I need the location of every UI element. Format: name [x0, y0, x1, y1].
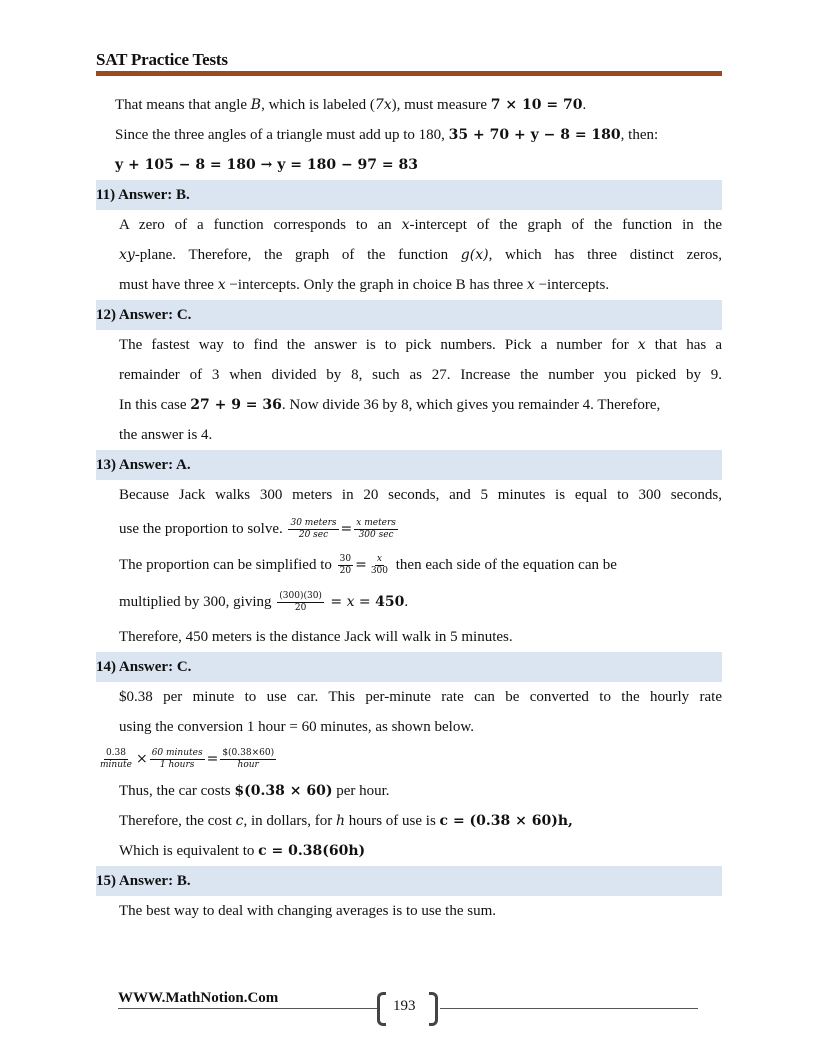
q12-line-3	[96, 390, 722, 420]
q14-line-5	[96, 806, 722, 836]
text: .	[404, 594, 409, 610]
q12-line-4	[96, 420, 722, 450]
text: using the conversion 1 hour = 60 minutes, as shown below.	[119, 719, 474, 735]
denominator: minute	[100, 760, 132, 771]
q11-line-1	[96, 210, 722, 240]
numerator: 60 minutes	[151, 748, 203, 759]
q13-line-4	[96, 582, 722, 622]
text: Which is equivalent to	[119, 843, 259, 859]
math-bold: c = 0.38(60h)	[258, 843, 366, 859]
q13-line-3	[96, 548, 722, 582]
text: , which has three distinct zeros,	[488, 247, 722, 263]
answer-header-13: 13) Answer: A.	[96, 450, 722, 480]
fraction-x-300	[369, 554, 390, 577]
text: multiplied by 300, giving	[119, 594, 276, 610]
math-bold: 35 + 70 + y − 8 = 180	[448, 127, 621, 143]
text: The proportion can be simplified to	[119, 557, 336, 573]
math: h	[335, 813, 345, 829]
text: .	[582, 97, 587, 113]
denominator: 20	[294, 603, 307, 614]
footer-rule-right	[440, 1008, 698, 1009]
text: The best way to deal with changing averages is to use the sum.	[119, 903, 496, 919]
q14-line-1	[96, 682, 722, 712]
text: −intercepts.	[534, 277, 610, 293]
math: x	[217, 277, 226, 293]
right-brace-icon	[429, 992, 438, 1026]
text: Because Jack walks 300 meters in 20 seconds, and 5 minutes is equal to 300 seconds,	[119, 487, 722, 503]
numerator: x meters	[356, 518, 396, 529]
fraction-30m-20s	[288, 518, 338, 541]
cont-line-2	[96, 120, 722, 150]
fraction-xm-300s	[354, 518, 398, 541]
text: per hour.	[332, 783, 390, 799]
math-bold: 7 × 10 = 70	[490, 97, 583, 113]
math-bold: y + 105 − 8 = 180 → y = 180 − 97 = 83	[115, 157, 418, 173]
denominator: 300 sec	[358, 530, 394, 541]
answer-header-15: 15) Answer: B.	[96, 866, 722, 896]
math: = x =	[325, 594, 376, 610]
fraction-300x30-20	[277, 591, 324, 614]
math: 7x	[374, 97, 392, 113]
q13-line-2	[96, 510, 722, 548]
math: =	[355, 557, 367, 573]
fraction-038-minute	[98, 748, 134, 771]
solutions-content	[96, 90, 722, 926]
text: -plane. Therefore, the graph of the function	[134, 247, 461, 263]
q11-line-3	[96, 270, 722, 300]
answer-header-12: 12) Answer: C.	[96, 300, 722, 330]
q14-line-6	[96, 836, 722, 866]
page-header-title: SAT Practice Tests	[96, 50, 228, 69]
text: that has a	[645, 337, 722, 353]
math-bold: 27 + 9 = 36	[190, 397, 282, 413]
cont-line-1	[96, 90, 722, 120]
q14-line-3	[96, 742, 722, 776]
page-number: 193	[393, 998, 416, 1014]
math: xy	[119, 247, 135, 263]
left-brace-icon	[377, 992, 386, 1026]
numerator: $(0.38×60)	[222, 748, 275, 759]
math: =	[340, 521, 353, 537]
text: , then:	[620, 127, 659, 143]
answer-header-14: 14) Answer: C.	[96, 652, 722, 682]
text: The fastest way to find the answer is to pick numbers. Pick a number for	[119, 337, 638, 353]
numerator: 30	[339, 554, 352, 565]
text: , which is labeled (	[261, 97, 375, 113]
text: Since the three angles of a triangle must add up to 180,	[115, 127, 449, 143]
fraction-60min-1hour	[150, 748, 205, 771]
text: ), must measure	[391, 97, 491, 113]
text: Thus, the car costs	[119, 783, 235, 799]
math-bold: $(0.38 × 60)	[234, 783, 333, 799]
text: In this case	[119, 397, 191, 413]
math: =	[206, 751, 219, 767]
math: x	[526, 277, 535, 293]
text: Therefore, 450 meters is the distance Jack will walk in 5 minutes.	[119, 629, 513, 645]
text: remainder of 3 when divided by 8, such as 27. Increase the number you picked by 9.	[119, 367, 722, 383]
fraction-cost-hour	[220, 748, 276, 771]
text: the answer is 4.	[119, 427, 213, 443]
math: ×	[135, 751, 148, 767]
footer-website: WWW.MathNotion.Com	[118, 990, 279, 1006]
numerator: (300)(30)	[279, 591, 322, 602]
header-rule	[96, 71, 722, 76]
text: -intercept of the graph of the function in the	[409, 217, 722, 233]
text: then each side of the equation can be	[392, 557, 617, 573]
numerator: 0.38	[105, 748, 126, 759]
text: A zero of a function corresponds to an	[119, 217, 402, 233]
math-bold: 450	[375, 594, 405, 610]
math-bold: c = (0.38 × 60)h,	[439, 813, 573, 829]
cont-line-3	[96, 150, 722, 180]
math: x	[637, 337, 646, 353]
math: B	[250, 97, 262, 113]
q13-line-1	[96, 480, 722, 510]
math: g(x)	[460, 247, 489, 263]
text: Therefore, the cost	[119, 813, 236, 829]
text: $0.38 per minute to use car. This per-minute rate can be converted to the hourly rate	[119, 689, 722, 705]
denominator: 20	[339, 566, 352, 577]
text: That means that angle	[115, 97, 251, 113]
denominator: 300	[370, 566, 388, 577]
text: use the proportion to solve.	[119, 521, 287, 537]
denominator: hour	[237, 760, 259, 771]
text: . Now divide 36 by 8, which gives you remainder 4. Therefore,	[281, 397, 661, 413]
fraction-30-20	[338, 554, 353, 577]
q12-line-2	[96, 360, 722, 390]
numerator: 30 meters	[290, 518, 337, 529]
denominator: 1 hours	[159, 760, 195, 771]
q15-line-1	[96, 896, 722, 926]
numerator: x	[376, 554, 382, 565]
math: x	[401, 217, 410, 233]
q13-line-5	[96, 622, 722, 652]
text: , in dollars, for	[243, 813, 336, 829]
footer-rule-left	[118, 1008, 378, 1009]
answer-header-11: 11) Answer: B.	[96, 180, 722, 210]
q11-line-2	[96, 240, 722, 270]
denominator: 20 sec	[298, 530, 329, 541]
text: must have three	[119, 277, 218, 293]
text: −intercepts. Only the graph in choice B has three	[225, 277, 527, 293]
q14-line-4	[96, 776, 722, 806]
q12-line-1	[96, 330, 722, 360]
math: c	[235, 813, 244, 829]
q14-line-2	[96, 712, 722, 742]
text: hours of use is	[344, 813, 440, 829]
